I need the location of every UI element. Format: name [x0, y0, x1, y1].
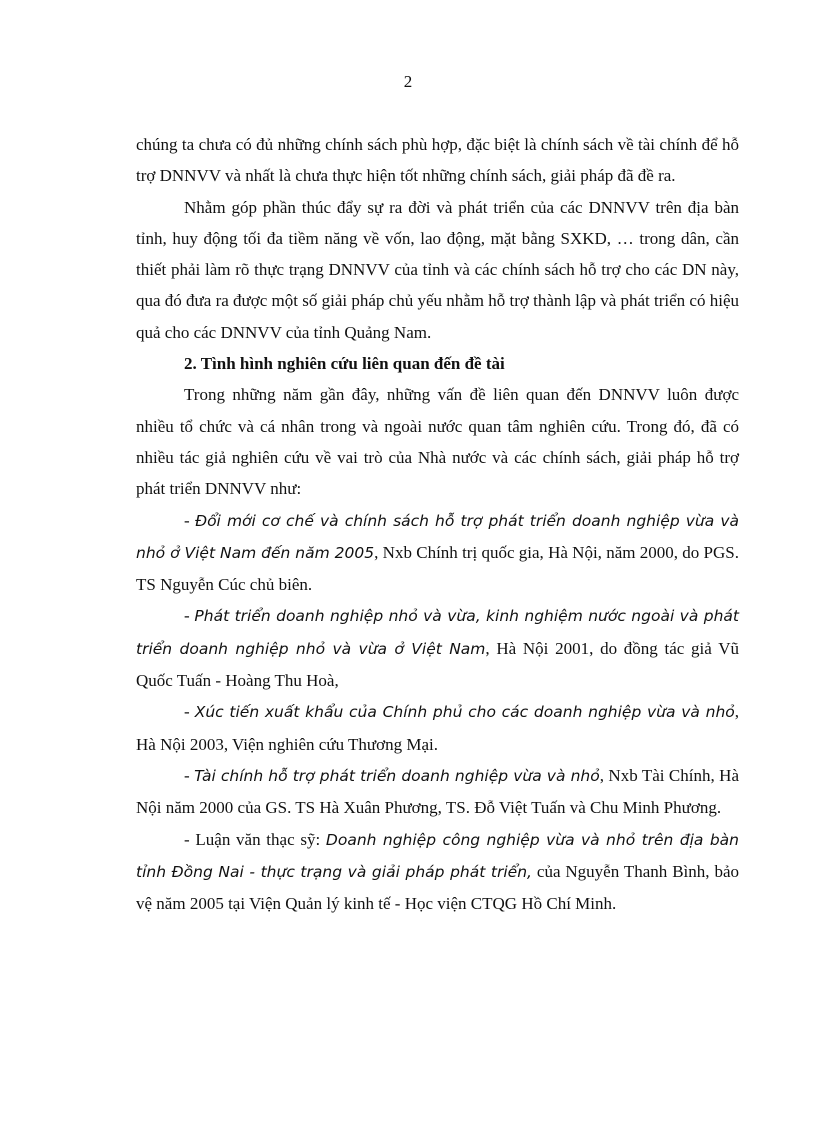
document-body: [136, 129, 739, 919]
reference-item: [136, 600, 739, 696]
paragraph-purpose: Nhằm góp phần thúc đẩy sự ra đời và phát triển của các DNNVV trên địa bàn tỉnh, huy động tối đa tiềm năng về vốn, lao động, mặt bằng SXKD, … trong dân, cần thiết phải làm rõ thực trạng DNNVV của tỉnh và các chính sách hỗ trợ cho các DN này, qua đó đưa ra được một số giải pháp chủ yếu nhằm hỗ trợ thành lập và phát triển có hiệu quả cho các DNNVV của tỉnh Quảng Nam.: [136, 197, 739, 342]
reference-title: Tài chính hỗ trợ phát triển doanh nghiệp vừa và nhỏ: [194, 766, 600, 785]
paragraph-continuation: chúng ta chưa có đủ những chính sách phù hợp, đặc biệt là chính sách về tài chính để hỗ trợ DNNVV và nhất là chưa thực hiện tốt những chính sách, giải pháp đã đề ra.: [136, 135, 739, 186]
reference-details: , Hà Nội 2003, Viện nghiên cứu Thương Mại.: [136, 702, 740, 754]
reference-title: Phát triển doanh nghiệp nhỏ và vừa, kinh nghiệm nước ngoài và phát triển doanh nghiệp nhỏ và vừa ở Việt Nam: [136, 607, 739, 658]
reference-details: , Nxb Chính trị quốc gia, Hà Nội, năm 2000, do PGS. TS Nguyễn Cúc chủ biên.: [136, 542, 739, 595]
reference-prefix: -: [184, 510, 196, 530]
reference-prefix: -: [184, 606, 195, 626]
page-number: 2: [403, 72, 413, 91]
reference-details: , Hà Nội 2001, do đồng tác giả Vũ Quốc Tuấn - Hoàng Thu Hoà,: [136, 638, 739, 691]
reference-item: [136, 696, 739, 760]
reference-prefix: - Luận văn thạc sỹ:: [184, 829, 326, 849]
reference-item: [136, 760, 739, 824]
section-intro: Trong những năm gần đây, những vấn đề liên quan đến DNNVV luôn được nhiều tổ chức và cá nhân trong và ngoài nước quan tâm nghiên cứu. Trong đó, đã có nhiều tác giả nghiên cứu về vai trò của Nhà nước và các chính sách, giải pháp hỗ trợ phát triển DNNVV như:: [136, 385, 739, 499]
reference-item: [136, 824, 739, 920]
reference-item: [136, 505, 739, 601]
reference-title: Đổi mới cơ chế và chính sách hỗ trợ phát triển doanh nghiệp vừa và nhỏ ở Việt Nam đến năm 2005: [136, 511, 739, 562]
reference-title: Xúc tiến xuất khẩu của Chính phủ cho các doanh nghiệp vừa và nhỏ: [194, 703, 735, 722]
reference-prefix: -: [184, 765, 195, 785]
reference-title: Doanh nghiệp công nghiệp vừa và nhỏ trên địa bàn tỉnh Đồng Nai - thực trạng và giải pháp phát triển,: [136, 830, 739, 881]
reference-details: , Nxb Tài Chính, Hà Nội năm 2000 của GS. TS Hà Xuân Phương, TS. Đỗ Việt Tuấn và Chu Minh Phương.: [136, 765, 739, 818]
section-heading: 2. Tình hình nghiên cứu liên quan đến đề tài: [184, 354, 505, 374]
reference-prefix: -: [184, 702, 195, 722]
reference-details: của Nguyễn Thanh Bình, bảo vệ năm 2005 tại Viện Quản lý kinh tế - Học viện CTQG Hồ Chí Minh.: [136, 861, 739, 914]
